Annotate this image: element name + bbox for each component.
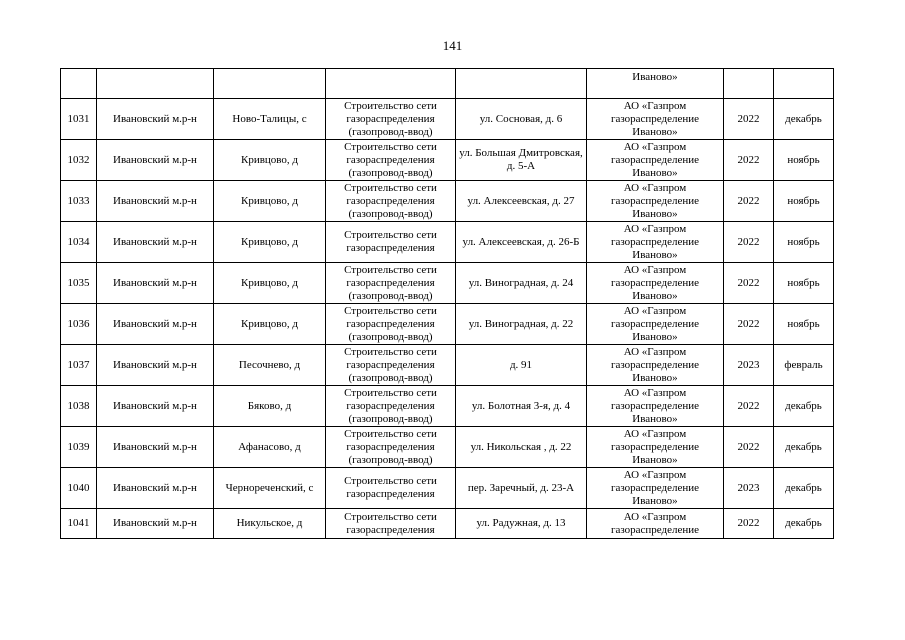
cell-locality: Афанасово, д xyxy=(214,427,326,468)
cell-district: Ивановский м.р-н xyxy=(97,181,214,222)
cell-locality: Кривцово, д xyxy=(214,263,326,304)
cell-year: 2022 xyxy=(724,509,774,539)
table-row xyxy=(61,222,834,263)
cell-year: 2022 xyxy=(724,222,774,263)
table-row xyxy=(61,140,834,181)
cell-num: 1033 xyxy=(61,181,97,222)
table-row xyxy=(61,386,834,427)
cell-year xyxy=(724,69,774,99)
cell-organization: АО «Газпром газораспределение Иваново» xyxy=(587,99,724,140)
cell-work: Строительство сети газораспределения (газопровод-ввод) xyxy=(326,99,456,140)
cell-num: 1031 xyxy=(61,99,97,140)
cell-month: декабрь xyxy=(774,509,834,539)
cell-num: 1032 xyxy=(61,140,97,181)
cell-month: февраль xyxy=(774,345,834,386)
table-row xyxy=(61,468,834,509)
cell-district xyxy=(97,69,214,99)
cell-organization: АО «Газпром газораспределение Иваново» xyxy=(587,427,724,468)
cell-locality: Никульское, д xyxy=(214,509,326,539)
cell-month xyxy=(774,69,834,99)
cell-year: 2022 xyxy=(724,140,774,181)
cell-locality: Кривцово, д xyxy=(214,181,326,222)
cell-year: 2022 xyxy=(724,181,774,222)
table-row xyxy=(61,509,834,539)
cell-year: 2023 xyxy=(724,345,774,386)
cell-num xyxy=(61,69,97,99)
cell-address: ул. Алексеевская, д. 26-Б xyxy=(456,222,587,263)
table-row xyxy=(61,181,834,222)
cell-num: 1040 xyxy=(61,468,97,509)
cell-month: декабрь xyxy=(774,99,834,140)
cell-work: Строительство сети газораспределения (газопровод-ввод) xyxy=(326,427,456,468)
cell-work: Строительство сети газораспределения xyxy=(326,509,456,539)
cell-district: Ивановский м.р-н xyxy=(97,222,214,263)
cell-num: 1035 xyxy=(61,263,97,304)
cell-organization: АО «Газпром газораспределение Иваново» xyxy=(587,181,724,222)
table-row xyxy=(61,99,834,140)
table-row xyxy=(61,427,834,468)
cell-year: 2022 xyxy=(724,99,774,140)
cell-num: 1041 xyxy=(61,509,97,539)
cell-address: ул. Сосновая, д. 6 xyxy=(456,99,587,140)
cell-num: 1038 xyxy=(61,386,97,427)
cell-address: ул. Радужная, д. 13 xyxy=(456,509,587,539)
cell-month: декабрь xyxy=(774,468,834,509)
cell-organization: АО «Газпром газораспределение Иваново» xyxy=(587,345,724,386)
cell-month: декабрь xyxy=(774,386,834,427)
cell-year: 2022 xyxy=(724,427,774,468)
cell-work: Строительство сети газораспределения (газопровод-ввод) xyxy=(326,304,456,345)
cell-work: Строительство сети газораспределения (газопровод-ввод) xyxy=(326,140,456,181)
cell-address: ул. Никольская , д. 22 xyxy=(456,427,587,468)
cell-locality: Кривцово, д xyxy=(214,304,326,345)
cell-work: Строительство сети газораспределения (газопровод-ввод) xyxy=(326,263,456,304)
cell-address: ул. Большая Дмитровская, д. 5-А xyxy=(456,140,587,181)
cell-locality xyxy=(214,69,326,99)
cell-num: 1039 xyxy=(61,427,97,468)
cell-num: 1037 xyxy=(61,345,97,386)
cell-organization: АО «Газпром газораспределение Иваново» xyxy=(587,386,724,427)
cell-address: д. 91 xyxy=(456,345,587,386)
cell-district: Ивановский м.р-н xyxy=(97,509,214,539)
cell-district: Ивановский м.р-н xyxy=(97,304,214,345)
cell-work xyxy=(326,69,456,99)
cell-num: 1036 xyxy=(61,304,97,345)
cell-district: Ивановский м.р-н xyxy=(97,140,214,181)
cell-locality: Чернореченский, с xyxy=(214,468,326,509)
gas-network-table xyxy=(60,68,834,539)
cell-district: Ивановский м.р-н xyxy=(97,345,214,386)
cell-month: ноябрь xyxy=(774,181,834,222)
cell-district: Ивановский м.р-н xyxy=(97,263,214,304)
cell-month: ноябрь xyxy=(774,304,834,345)
cell-locality: Кривцово, д xyxy=(214,222,326,263)
cell-address: пер. Заречный, д. 23-А xyxy=(456,468,587,509)
page-number: 141 xyxy=(442,38,463,53)
cell-work: Строительство сети газораспределения xyxy=(326,468,456,509)
cell-month: ноябрь xyxy=(774,222,834,263)
table-row xyxy=(61,345,834,386)
cell-locality: Песочнево, д xyxy=(214,345,326,386)
cell-work: Строительство сети газораспределения (газопровод-ввод) xyxy=(326,386,456,427)
cell-num: 1034 xyxy=(61,222,97,263)
cell-year: 2022 xyxy=(724,386,774,427)
cell-organization: АО «Газпром газораспределение Иваново» xyxy=(587,468,724,509)
cell-organization: Иваново» xyxy=(587,69,724,99)
cell-work: Строительство сети газораспределения xyxy=(326,222,456,263)
cell-address: ул. Виноградная, д. 24 xyxy=(456,263,587,304)
cell-work: Строительство сети газораспределения (газопровод-ввод) xyxy=(326,345,456,386)
cell-locality: Кривцово, д xyxy=(214,140,326,181)
cell-address: ул. Алексеевская, д. 27 xyxy=(456,181,587,222)
cell-district: Ивановский м.р-н xyxy=(97,386,214,427)
table-row xyxy=(61,263,834,304)
continuation-row xyxy=(61,69,834,99)
cell-month: декабрь xyxy=(774,427,834,468)
cell-organization: АО «Газпром газораспределение Иваново» xyxy=(587,263,724,304)
cell-locality: Ново-Талицы, с xyxy=(214,99,326,140)
cell-organization: АО «Газпром газораспределение Иваново» xyxy=(587,140,724,181)
cell-address xyxy=(456,69,587,99)
cell-work: Строительство сети газораспределения (газопровод-ввод) xyxy=(326,181,456,222)
cell-year: 2023 xyxy=(724,468,774,509)
cell-month: ноябрь xyxy=(774,263,834,304)
cell-year: 2022 xyxy=(724,263,774,304)
table-row xyxy=(61,304,834,345)
cell-organization: АО «Газпром газораспределение xyxy=(587,509,724,539)
cell-district: Ивановский м.р-н xyxy=(97,468,214,509)
cell-month: ноябрь xyxy=(774,140,834,181)
cell-locality: Бяково, д xyxy=(214,386,326,427)
cell-organization: АО «Газпром газораспределение Иваново» xyxy=(587,304,724,345)
cell-year: 2022 xyxy=(724,304,774,345)
cell-organization: АО «Газпром газораспределение Иваново» xyxy=(587,222,724,263)
cell-district: Ивановский м.р-н xyxy=(97,99,214,140)
table-body xyxy=(61,69,834,539)
cell-district: Ивановский м.р-н xyxy=(97,427,214,468)
cell-address: ул. Болотная 3-я, д. 4 xyxy=(456,386,587,427)
cell-address: ул. Виноградная, д. 22 xyxy=(456,304,587,345)
